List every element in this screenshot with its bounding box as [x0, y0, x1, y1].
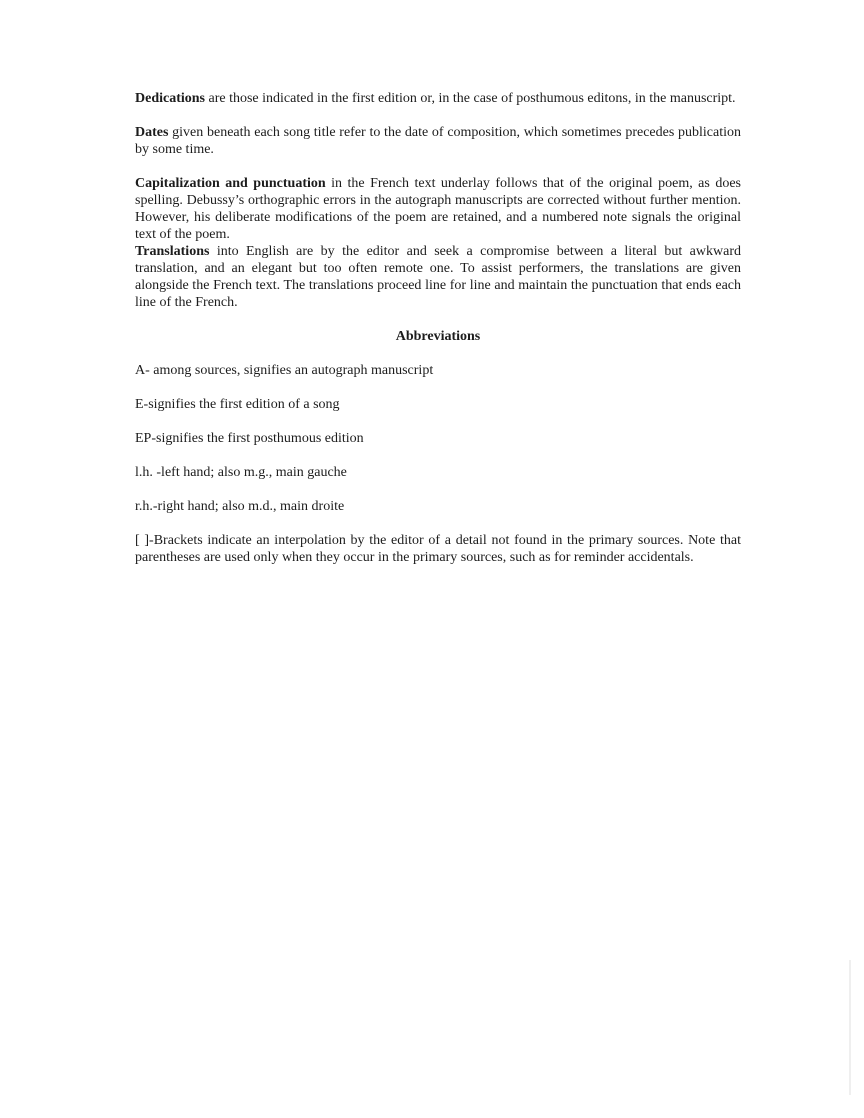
paragraph-dedications [135, 90, 741, 107]
paragraph-capitalization [135, 175, 741, 243]
scan-edge-artifact [849, 960, 851, 1095]
paragraph-translations [135, 243, 741, 311]
paragraph-brackets-note: [ ]-Brackets indicate an interpolation by the editor of a detail not found in the primary sources. Note that parentheses are used only when they occur in the primary sources, such as for reminder accidentals. [135, 533, 741, 565]
abbreviation-item-first-edition: E-signifies the first edition of a song [135, 397, 340, 412]
abbreviation-item-posthumous-edition: EP-signifies the first posthumous edition [135, 431, 364, 446]
term-dedications: Dedications [135, 91, 205, 106]
term-capitalization-and-punctuation: Capitalization and punctuation [135, 176, 326, 191]
abbreviation-item-left-hand: l.h. -left hand; also m.g., main gauche [135, 465, 347, 480]
term-translations: Translations [135, 244, 210, 259]
paragraph-translations-text: into English are by the editor and seek a compromise between a literal but awkward translation, and an elegant but too often remote one. To assist performers, the translations are given alongside the French text. The translations proceed line for line and maintain the punctuation that ends each line of the French. [135, 244, 741, 310]
abbreviation-item-right-hand: r.h.-right hand; also m.d., main droite [135, 499, 345, 514]
paragraph-dedications-text: are those indicated in the first edition or, in the case of posthumous editons, in the manuscript. [205, 91, 736, 106]
page-content [135, 90, 741, 583]
term-dates: Dates [135, 125, 169, 140]
paragraph-dates [135, 124, 741, 158]
paragraph-dates-text: given beneath each song title refer to the date of composition, which sometimes precedes publication by some time. [135, 125, 741, 157]
abbreviation-item-autograph: A- among sources, signifies an autograph manuscript [135, 363, 434, 378]
abbreviations-heading: Abbreviations [395, 329, 481, 344]
paragraph-capitalization-text: in the French text underlay follows that of the original poem, as does spelling. Debussy’s orthographic errors in the autograph manuscripts are corrected without further mention. However, his deliberate modifications of the poem are retained, and a numbered note signals the original text of the poem. [135, 176, 741, 242]
